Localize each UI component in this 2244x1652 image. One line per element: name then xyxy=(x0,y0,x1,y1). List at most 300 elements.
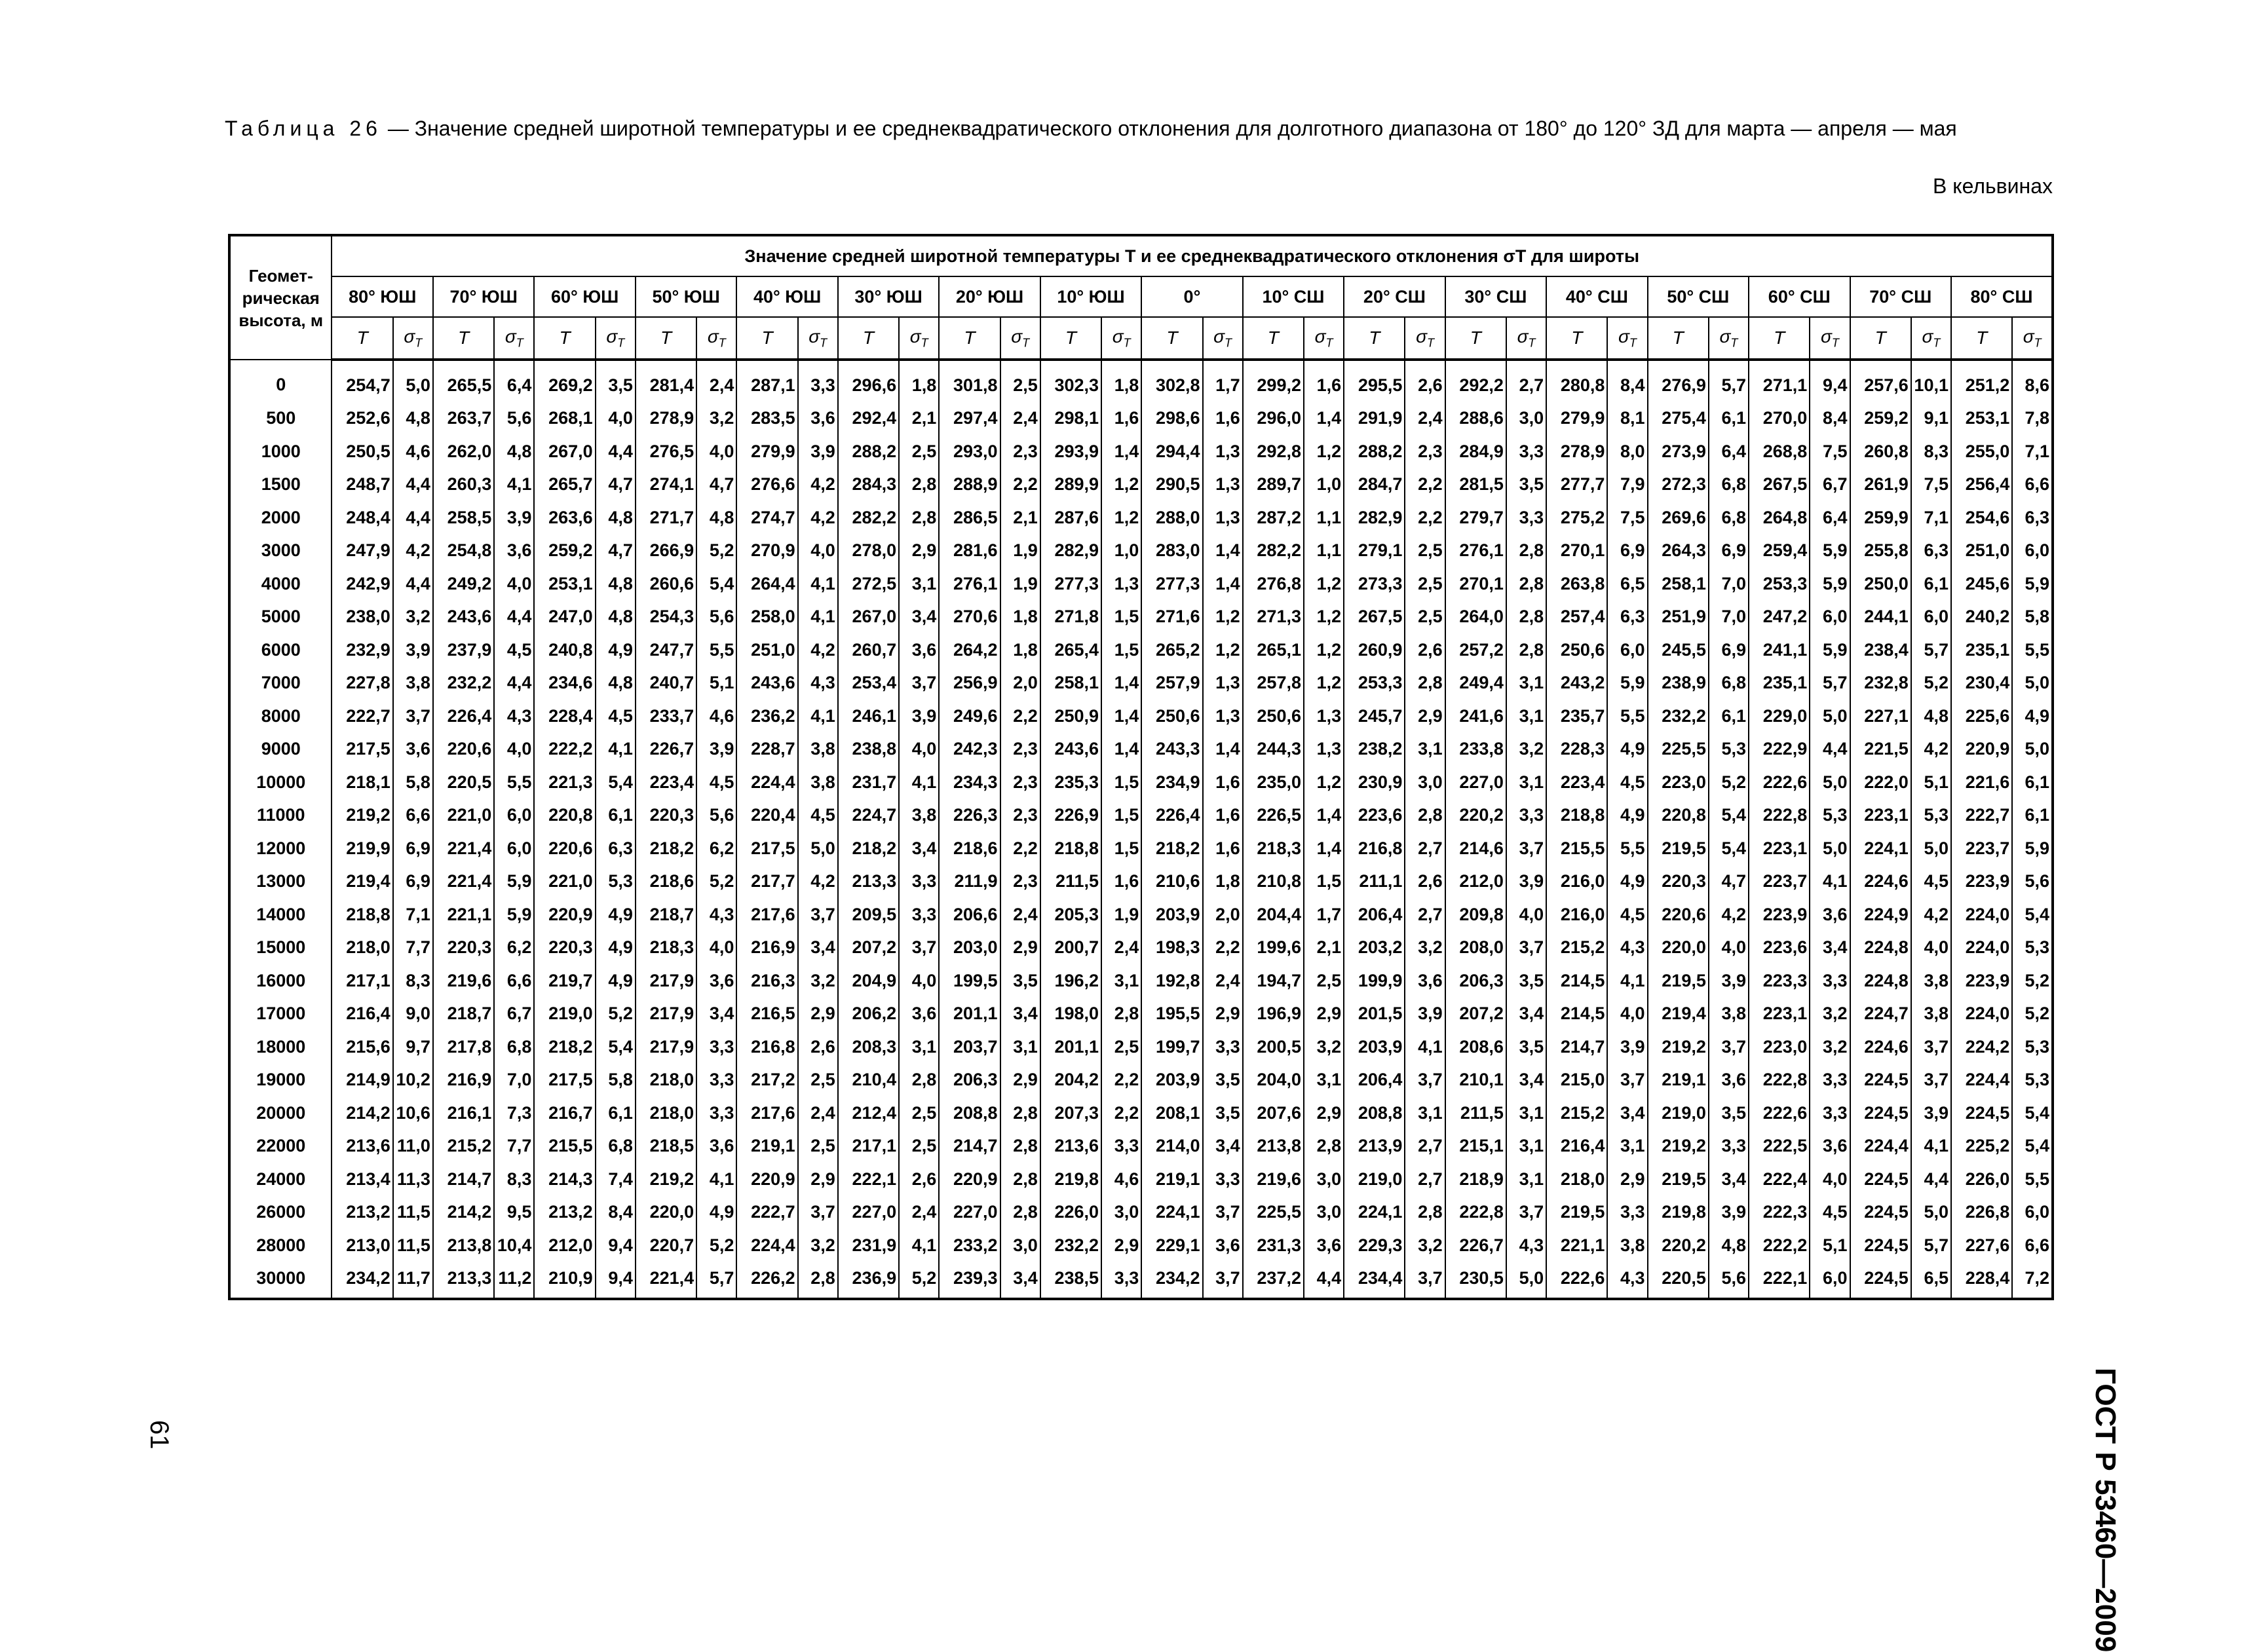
group-header-text: Значение средней широтной температуры T и ее среднеквадратического отклонения σT для широты xyxy=(744,246,1640,266)
temperature-cell: 254,6 xyxy=(1951,501,2012,535)
temperature-cell: 224,5 xyxy=(1850,1262,1911,1300)
temperature-cell: 276,5 xyxy=(636,435,696,468)
temperature-cell: 296,6 xyxy=(838,360,899,402)
sigma-cell: 2,3 xyxy=(1000,435,1040,468)
table-row xyxy=(229,360,2053,402)
sigma-cell: 5,7 xyxy=(1709,360,1749,402)
temperature-cell: 217,9 xyxy=(636,998,696,1031)
sigma-cell: 3,4 xyxy=(1506,998,1546,1031)
sigma-cell: 3,5 xyxy=(1506,1030,1546,1064)
temperature-subheader: T xyxy=(1648,317,1709,360)
sigma-cell: 5,3 xyxy=(1709,733,1749,766)
sigma-cell: 3,1 xyxy=(1304,1064,1344,1097)
temperature-cell: 214,5 xyxy=(1546,964,1607,998)
temperature-cell: 207,3 xyxy=(1040,1097,1101,1130)
temperature-cell: 195,5 xyxy=(1141,998,1202,1031)
temperature-cell: 214,3 xyxy=(534,1163,595,1196)
temperature-cell: 214,9 xyxy=(332,1064,392,1097)
table-row xyxy=(229,700,2053,733)
temperature-cell: 218,9 xyxy=(1445,1163,1506,1196)
temperature-cell: 219,5 xyxy=(1648,964,1709,998)
sigma-cell: 2,1 xyxy=(1000,501,1040,535)
sigma-cell: 4,0 xyxy=(1709,931,1749,965)
altitude-cell: 0 xyxy=(229,360,332,402)
sigma-cell: 1,4 xyxy=(1203,733,1243,766)
sigma-cell: 6,0 xyxy=(494,799,534,833)
temperature-cell: 219,1 xyxy=(1141,1163,1202,1196)
temperature-cell: 200,5 xyxy=(1243,1030,1304,1064)
sigma-cell: 2,9 xyxy=(1000,931,1040,965)
temperature-cell: 206,3 xyxy=(939,1064,1000,1097)
sigma-cell: 4,1 xyxy=(798,601,838,634)
sigma-cell: 3,3 xyxy=(1607,1196,1647,1230)
temperature-cell: 210,4 xyxy=(838,1064,899,1097)
sigma-cell: 3,3 xyxy=(1203,1163,1243,1196)
temperature-cell: 227,8 xyxy=(332,667,392,700)
temperature-cell: 203,9 xyxy=(1141,1064,1202,1097)
sigma-cell: 5,4 xyxy=(596,1030,636,1064)
temperature-cell: 214,2 xyxy=(332,1097,392,1130)
temperature-subheader: T xyxy=(1445,317,1506,360)
sigma-cell: 1,3 xyxy=(1203,700,1243,733)
temperature-cell: 232,8 xyxy=(1850,667,1911,700)
temperature-cell: 222,5 xyxy=(1749,1130,1810,1163)
temperature-cell: 229,0 xyxy=(1749,700,1810,733)
altitude-cell: 18000 xyxy=(229,1030,332,1064)
sigma-cell: 4,1 xyxy=(899,766,939,799)
sigma-cell: 4,9 xyxy=(2012,700,2053,733)
temperature-cell: 213,3 xyxy=(838,865,899,899)
latitude-header: 10° СШ xyxy=(1243,276,1344,317)
sigma-cell: 5,5 xyxy=(1607,832,1647,865)
temperature-cell: 217,6 xyxy=(736,898,797,931)
temperature-cell: 250,0 xyxy=(1850,567,1911,601)
latitude-header: 40° СШ xyxy=(1546,276,1647,317)
temperature-cell: 260,9 xyxy=(1344,633,1405,667)
temperature-cell: 267,0 xyxy=(838,601,899,634)
temperature-subheader: T xyxy=(1243,317,1304,360)
temperature-cell: 289,7 xyxy=(1243,468,1304,502)
temperature-cell: 271,1 xyxy=(1749,360,1810,402)
sigma-cell: 2,5 xyxy=(899,435,939,468)
temperature-cell: 238,0 xyxy=(332,601,392,634)
sigma-cell: 5,1 xyxy=(1810,1229,1850,1262)
temperature-cell: 235,3 xyxy=(1040,766,1101,799)
sigma-cell: 1,8 xyxy=(899,360,939,402)
temperature-cell: 226,0 xyxy=(1040,1196,1101,1230)
temperature-cell: 220,3 xyxy=(534,931,595,965)
temperature-subheader: T xyxy=(534,317,595,360)
sigma-cell: 8,6 xyxy=(2012,360,2053,402)
sigma-cell: 2,4 xyxy=(1000,402,1040,436)
sigma-cell: 4,5 xyxy=(1810,1196,1850,1230)
sigma-cell: 3,2 xyxy=(393,601,433,634)
sigma-cell: 3,3 xyxy=(1709,1130,1749,1163)
sigma-cell: 3,1 xyxy=(1506,766,1546,799)
sigma-cell: 5,9 xyxy=(2012,832,2053,865)
sigma-cell: 3,3 xyxy=(899,898,939,931)
sigma-cell: 3,1 xyxy=(899,1030,939,1064)
sigma-subheader: $\sigma_T$ xyxy=(1304,317,1344,360)
temperature-cell: 220,7 xyxy=(636,1229,696,1262)
temperature-cell: 221,6 xyxy=(1951,766,2012,799)
temperature-cell: 219,2 xyxy=(332,799,392,833)
temperature-subheader: T xyxy=(433,317,494,360)
altitude-cell: 7000 xyxy=(229,667,332,700)
temperature-cell: 243,6 xyxy=(1040,733,1101,766)
temperature-cell: 212,0 xyxy=(534,1229,595,1262)
temperature-cell: 227,0 xyxy=(838,1196,899,1230)
temperature-cell: 219,0 xyxy=(534,998,595,1031)
temperature-cell: 224,2 xyxy=(1951,1030,2012,1064)
temperature-cell: 212,4 xyxy=(838,1097,899,1130)
temperature-cell: 217,5 xyxy=(332,733,392,766)
temperature-cell: 270,0 xyxy=(1749,402,1810,436)
temperature-cell: 226,3 xyxy=(939,799,1000,833)
sigma-cell: 5,9 xyxy=(1607,667,1647,700)
temperature-cell: 203,7 xyxy=(939,1030,1000,1064)
temperature-cell: 302,8 xyxy=(1141,360,1202,402)
sigma-cell: 4,2 xyxy=(798,633,838,667)
sigma-cell: 2,4 xyxy=(899,1196,939,1230)
sigma-cell: 1,7 xyxy=(1304,898,1344,931)
sigma-cell: 1,2 xyxy=(1304,633,1344,667)
temperature-cell: 248,7 xyxy=(332,468,392,502)
sigma-cell: 6,0 xyxy=(1810,601,1850,634)
table-row xyxy=(229,501,2053,535)
sigma-cell: 1,2 xyxy=(1304,567,1344,601)
sigma-cell: 5,5 xyxy=(1607,700,1647,733)
temperature-cell: 257,9 xyxy=(1141,667,1202,700)
sigma-cell: 3,3 xyxy=(1810,964,1850,998)
temperature-cell: 222,2 xyxy=(534,733,595,766)
temperature-cell: 218,1 xyxy=(332,766,392,799)
sigma-cell: 2,5 xyxy=(899,1130,939,1163)
sigma-cell: 10,1 xyxy=(1911,360,1951,402)
temperature-cell: 264,3 xyxy=(1648,535,1709,568)
sigma-cell: 7,7 xyxy=(494,1130,534,1163)
temperature-cell: 246,1 xyxy=(838,700,899,733)
temperature-subheader: T xyxy=(1546,317,1607,360)
temperature-cell: 274,7 xyxy=(736,501,797,535)
temperature-cell: 224,4 xyxy=(736,1229,797,1262)
temperature-cell: 216,0 xyxy=(1546,898,1607,931)
temperature-cell: 296,0 xyxy=(1243,402,1304,436)
temperature-cell: 218,8 xyxy=(332,898,392,931)
temperature-cell: 217,5 xyxy=(534,1064,595,1097)
temperature-cell: 240,8 xyxy=(534,633,595,667)
temperature-cell: 270,1 xyxy=(1445,567,1506,601)
temperature-cell: 287,6 xyxy=(1040,501,1101,535)
sigma-cell: 4,5 xyxy=(798,799,838,833)
table-row xyxy=(229,1229,2053,1262)
temperature-cell: 297,4 xyxy=(939,402,1000,436)
sigma-cell: 3,7 xyxy=(798,898,838,931)
temperature-cell: 199,9 xyxy=(1344,964,1405,998)
temperature-cell: 196,9 xyxy=(1243,998,1304,1031)
sigma-cell: 1,3 xyxy=(1304,733,1344,766)
sigma-cell: 9,4 xyxy=(596,1229,636,1262)
temperature-cell: 208,8 xyxy=(939,1097,1000,1130)
sigma-cell: 4,0 xyxy=(798,535,838,568)
temperature-cell: 223,6 xyxy=(1344,799,1405,833)
sigma-cell: 9,0 xyxy=(393,998,433,1031)
temperature-cell: 283,5 xyxy=(736,402,797,436)
temperature-cell: 204,0 xyxy=(1243,1064,1304,1097)
temperature-cell: 207,2 xyxy=(1445,998,1506,1031)
temperature-cell: 226,5 xyxy=(1243,799,1304,833)
temperature-cell: 217,7 xyxy=(736,865,797,899)
temperature-cell: 239,3 xyxy=(939,1262,1000,1300)
sigma-cell: 2,8 xyxy=(1000,1196,1040,1230)
altitude-cell: 6000 xyxy=(229,633,332,667)
sigma-cell: 4,5 xyxy=(696,766,736,799)
temperature-cell: 201,1 xyxy=(1040,1030,1101,1064)
temperature-cell: 226,7 xyxy=(636,733,696,766)
temperature-cell: 213,3 xyxy=(433,1262,494,1300)
sigma-cell: 1,5 xyxy=(1101,601,1141,634)
latitude-header: 80° СШ xyxy=(1951,276,2053,317)
temperature-cell: 260,7 xyxy=(838,633,899,667)
sigma-cell: 3,6 xyxy=(1810,898,1850,931)
sigma-cell: 3,1 xyxy=(899,567,939,601)
sigma-cell: 4,2 xyxy=(1911,733,1951,766)
temperature-cell: 243,6 xyxy=(433,601,494,634)
sigma-cell: 3,7 xyxy=(393,700,433,733)
sigma-cell: 3,3 xyxy=(1506,501,1546,535)
sigma-cell: 3,3 xyxy=(1101,1130,1141,1163)
temperature-cell: 224,0 xyxy=(1951,998,2012,1031)
latitude-header: 10° ЮШ xyxy=(1040,276,1141,317)
temperature-cell: 295,5 xyxy=(1344,360,1405,402)
sigma-cell: 4,8 xyxy=(596,667,636,700)
sigma-cell: 1,6 xyxy=(1203,799,1243,833)
temperature-cell: 221,4 xyxy=(433,832,494,865)
temperature-cell: 217,9 xyxy=(636,1030,696,1064)
sigma-cell: 6,0 xyxy=(1911,601,1951,634)
temperature-subheader: T xyxy=(736,317,797,360)
sigma-cell: 4,9 xyxy=(1607,865,1647,899)
altitude-cell: 22000 xyxy=(229,1130,332,1163)
temperature-cell: 219,6 xyxy=(1243,1163,1304,1196)
temperature-cell: 225,6 xyxy=(1951,700,2012,733)
temperature-cell: 224,8 xyxy=(1850,931,1911,965)
temperature-cell: 287,2 xyxy=(1243,501,1304,535)
sigma-cell: 3,2 xyxy=(696,402,736,436)
sigma-cell: 3,6 xyxy=(1709,1064,1749,1097)
temperature-cell: 247,0 xyxy=(534,601,595,634)
sigma-cell: 6,1 xyxy=(596,799,636,833)
temperature-cell: 257,4 xyxy=(1546,601,1607,634)
sigma-cell: 4,5 xyxy=(1607,766,1647,799)
sigma-cell: 2,4 xyxy=(696,360,736,402)
temperature-cell: 204,4 xyxy=(1243,898,1304,931)
sigma-subheader: $\sigma_T$ xyxy=(494,317,534,360)
sigma-cell: 5,8 xyxy=(596,1064,636,1097)
sigma-cell: 7,9 xyxy=(1607,468,1647,502)
temperature-cell: 277,3 xyxy=(1141,567,1202,601)
sigma-cell: 1,3 xyxy=(1101,567,1141,601)
sigma-cell: 5,0 xyxy=(1810,832,1850,865)
sigma-cell: 8,4 xyxy=(1607,360,1647,402)
sigma-cell: 6,4 xyxy=(494,360,534,402)
temperature-cell: 203,0 xyxy=(939,931,1000,965)
sigma-cell: 4,0 xyxy=(1810,1163,1850,1196)
temperature-cell: 278,0 xyxy=(838,535,899,568)
temperature-cell: 211,5 xyxy=(1445,1097,1506,1130)
temperature-cell: 221,1 xyxy=(1546,1229,1607,1262)
table-row xyxy=(229,1030,2053,1064)
sigma-cell: 6,8 xyxy=(1709,468,1749,502)
latitude-header: 60° ЮШ xyxy=(534,276,635,317)
temperature-cell: 271,7 xyxy=(636,501,696,535)
sigma-cell: 4,8 xyxy=(596,567,636,601)
sigma-subheader: $\sigma_T$ xyxy=(1203,317,1243,360)
sigma-cell: 5,1 xyxy=(696,667,736,700)
sigma-cell: 4,5 xyxy=(596,700,636,733)
sigma-cell: 3,4 xyxy=(1000,998,1040,1031)
temperature-cell: 218,7 xyxy=(433,998,494,1031)
temperature-subheader: T xyxy=(1951,317,2012,360)
sigma-cell: 3,8 xyxy=(1911,998,1951,1031)
sigma-cell: 3,3 xyxy=(899,865,939,899)
temperature-cell: 216,5 xyxy=(736,998,797,1031)
temperature-cell: 229,3 xyxy=(1344,1229,1405,1262)
temperature-cell: 216,1 xyxy=(433,1097,494,1130)
temperature-cell: 228,4 xyxy=(534,700,595,733)
temperature-cell: 206,4 xyxy=(1344,1064,1405,1097)
temperature-cell: 288,9 xyxy=(939,468,1000,502)
sigma-cell: 2,5 xyxy=(1405,535,1445,568)
sigma-cell: 5,2 xyxy=(2012,964,2053,998)
sigma-cell: 1,4 xyxy=(1304,402,1344,436)
sigma-cell: 3,6 xyxy=(696,964,736,998)
sigma-cell: 3,3 xyxy=(1506,799,1546,833)
sigma-subheader: $\sigma_T$ xyxy=(1506,317,1546,360)
sigma-cell: 2,5 xyxy=(1101,1030,1141,1064)
temperature-cell: 226,8 xyxy=(1951,1196,2012,1230)
temperature-cell: 242,3 xyxy=(939,733,1000,766)
sigma-cell: 4,7 xyxy=(596,535,636,568)
temperature-cell: 254,7 xyxy=(332,360,392,402)
sigma-cell: 1,0 xyxy=(1101,535,1141,568)
temperature-cell: 211,5 xyxy=(1040,865,1101,899)
sigma-cell: 4,0 xyxy=(899,964,939,998)
temperature-cell: 235,1 xyxy=(1749,667,1810,700)
sigma-cell: 4,4 xyxy=(1304,1262,1344,1300)
temperature-cell: 243,3 xyxy=(1141,733,1202,766)
sigma-cell: 6,1 xyxy=(1911,567,1951,601)
temperature-cell: 215,5 xyxy=(534,1130,595,1163)
temperature-cell: 223,4 xyxy=(636,766,696,799)
temperature-table xyxy=(228,234,2054,1300)
sigma-subheader: $\sigma_T$ xyxy=(1810,317,1850,360)
table-row xyxy=(229,832,2053,865)
temperature-cell: 213,8 xyxy=(433,1229,494,1262)
group-header xyxy=(332,235,2053,276)
temperature-cell: 221,5 xyxy=(1850,733,1911,766)
temperature-cell: 219,2 xyxy=(1648,1030,1709,1064)
altitude-cell: 5000 xyxy=(229,601,332,634)
temperature-subheader: T xyxy=(1749,317,1810,360)
temperature-cell: 224,9 xyxy=(1850,898,1911,931)
temperature-cell: 198,0 xyxy=(1040,998,1101,1031)
sigma-cell: 5,2 xyxy=(2012,998,2053,1031)
temperature-cell: 219,6 xyxy=(433,964,494,998)
temperature-cell: 216,8 xyxy=(736,1030,797,1064)
temperature-cell: 206,6 xyxy=(939,898,1000,931)
temperature-cell: 224,6 xyxy=(1850,865,1911,899)
sigma-cell: 2,4 xyxy=(1101,931,1141,965)
sigma-cell: 3,6 xyxy=(899,998,939,1031)
sigma-cell: 3,8 xyxy=(798,733,838,766)
temperature-cell: 276,1 xyxy=(939,567,1000,601)
sigma-cell: 7,8 xyxy=(2012,402,2053,436)
temperature-cell: 224,4 xyxy=(1951,1064,2012,1097)
sigma-cell: 3,7 xyxy=(1405,1064,1445,1097)
table-row xyxy=(229,1196,2053,1230)
temperature-cell: 254,8 xyxy=(433,535,494,568)
sigma-cell: 3,5 xyxy=(596,360,636,402)
temperature-cell: 220,3 xyxy=(433,931,494,965)
temperature-cell: 240,7 xyxy=(636,667,696,700)
sigma-cell: 6,6 xyxy=(2012,468,2053,502)
temperature-cell: 226,9 xyxy=(1040,799,1101,833)
sigma-cell: 4,4 xyxy=(1911,1163,1951,1196)
table-row xyxy=(229,402,2053,436)
sigma-cell: 9,4 xyxy=(596,1262,636,1300)
altitude-cell: 28000 xyxy=(229,1229,332,1262)
sigma-cell: 3,9 xyxy=(1709,964,1749,998)
page-number: 61 xyxy=(145,1420,174,1450)
sigma-cell: 3,3 xyxy=(1101,1262,1141,1300)
sigma-cell: 3,6 xyxy=(1810,1130,1850,1163)
sigma-cell: 1,5 xyxy=(1101,633,1141,667)
temperature-subheader: T xyxy=(1040,317,1101,360)
sigma-cell: 5,8 xyxy=(393,766,433,799)
sigma-cell: 6,1 xyxy=(596,1097,636,1130)
temperature-cell: 275,4 xyxy=(1648,402,1709,436)
temperature-cell: 266,9 xyxy=(636,535,696,568)
temperature-cell: 213,8 xyxy=(1243,1130,1304,1163)
sigma-cell: 2,5 xyxy=(1405,601,1445,634)
sigma-cell: 3,0 xyxy=(1000,1229,1040,1262)
temperature-cell: 259,9 xyxy=(1850,501,1911,535)
sigma-cell: 3,2 xyxy=(798,964,838,998)
sigma-cell: 3,9 xyxy=(1709,1196,1749,1230)
temperature-cell: 224,4 xyxy=(736,766,797,799)
temperature-cell: 223,9 xyxy=(1951,964,2012,998)
sigma-cell: 4,8 xyxy=(596,501,636,535)
temperature-cell: 204,9 xyxy=(838,964,899,998)
sigma-cell: 6,7 xyxy=(1810,468,1850,502)
table-row xyxy=(229,601,2053,634)
sigma-cell: 6,3 xyxy=(2012,501,2053,535)
sigma-cell: 4,1 xyxy=(596,733,636,766)
altitude-cell: 16000 xyxy=(229,964,332,998)
temperature-cell: 238,8 xyxy=(838,733,899,766)
temperature-cell: 288,0 xyxy=(1141,501,1202,535)
temperature-cell: 288,2 xyxy=(1344,435,1405,468)
sigma-cell: 3,0 xyxy=(1506,402,1546,436)
temperature-cell: 276,6 xyxy=(736,468,797,502)
temperature-cell: 210,8 xyxy=(1243,865,1304,899)
sigma-cell: 4,1 xyxy=(798,700,838,733)
sigma-cell: 2,4 xyxy=(1405,402,1445,436)
sigma-cell: 2,8 xyxy=(1405,1196,1445,1230)
temperature-cell: 222,1 xyxy=(838,1163,899,1196)
temperature-cell: 218,6 xyxy=(636,865,696,899)
